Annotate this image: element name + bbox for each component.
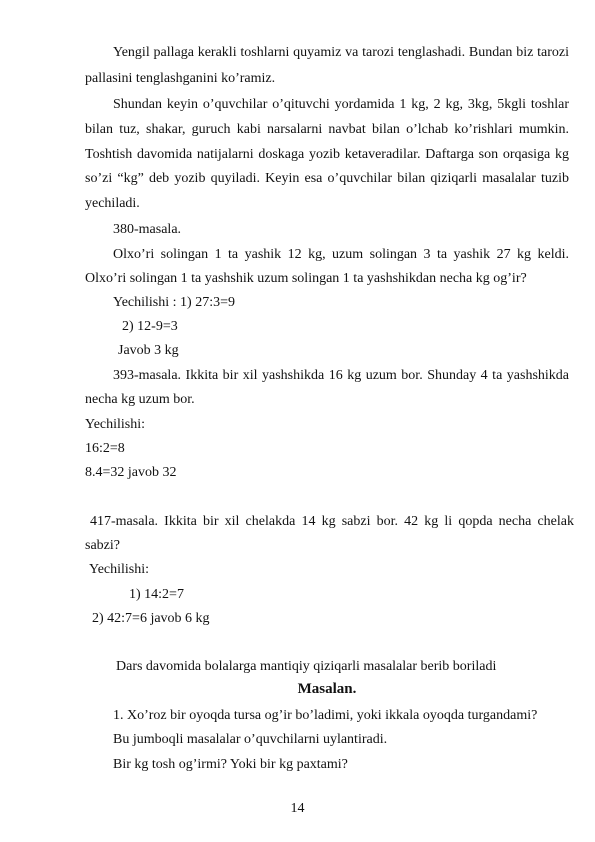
- solution-line: 2) 12-9=3: [122, 319, 178, 334]
- answer-line: 2) 42:7=6 javob 6 kg: [92, 611, 210, 626]
- text-line: Olxo’ri solingan 1 ta yashshik uzum solingan 1 ta yashshikdan necha kg og’ir?: [85, 271, 527, 286]
- text-line: Olxo’ri solingan 1 ta yashik 12 kg, uzum solingan 3 ta yashik 27 kg keldi.: [113, 247, 569, 262]
- text-line: Bu jumboqli masalalar o’quvchilarni uylantiradi.: [113, 732, 388, 747]
- text-line: sabzi?: [85, 538, 120, 553]
- section-heading: Masalan.: [297, 681, 357, 697]
- text-line: so’zi “kg” deb yozib quyiladi. Keyin esa o’quvchilar bilan qiziqarli masalalar tuzib: [85, 171, 569, 186]
- question-line: Bir kg tosh og’irmi? Yoki bir kg paxtami?: [113, 757, 348, 772]
- text-line: yechiladi.: [85, 196, 140, 211]
- solution-line: Yechilishi : 1) 27:3=9: [113, 295, 235, 310]
- text-line: pallasini tenglashganini ko’ramiz.: [85, 71, 276, 86]
- text-line: Toshtish davomida natijalarni doskaga yozib ketaveradilar. Daftarga son orqasiga kg: [85, 147, 569, 162]
- page-number: 14: [290, 801, 305, 816]
- solution-label: Yechilishi:: [89, 562, 150, 577]
- solution-line: 16:2=8: [85, 441, 125, 456]
- text-line: 393-masala. Ikkita bir xil yashshikda 16 kg uzum bor. Shunday 4 ta yashshikda: [113, 368, 569, 383]
- text-line: Yengil pallaga kerakli toshlarni quyamiz va tarozi tenglashadi. Bundan biz tarozi: [113, 45, 569, 60]
- text-line: necha kg uzum bor.: [85, 392, 195, 407]
- solution-label: Yechilishi:: [85, 417, 146, 432]
- answer-line: 8.4=32 javob 32: [85, 465, 177, 480]
- text-line: 417-masala. Ikkita bir xil chelakda 14 kg sabzi bor. 42 kg li qopda necha chelak: [90, 514, 574, 529]
- text-line: bilan tuz, shakar, guruch kabi narsalarni navbat bilan o’lchab ko’rishlari mumkin.: [85, 122, 569, 137]
- question-line: 1. Xo’roz bir oyoqda tursa og’ir bo’ladimi, yoki ikkala oyoqda turgandami?: [113, 708, 538, 723]
- solution-line: 1) 14:2=7: [129, 587, 184, 602]
- text-line: Dars davomida bolalarga mantiqiy qiziqarli masalalar berib boriladi: [116, 659, 497, 674]
- answer-line: Javob 3 kg: [118, 343, 179, 358]
- text-line: Shundan keyin o’quvchilar o’qituvchi yordamida 1 kg, 2 kg, 3kg, 5kgli toshlar: [113, 97, 569, 112]
- problem-number: 380-masala.: [113, 222, 182, 237]
